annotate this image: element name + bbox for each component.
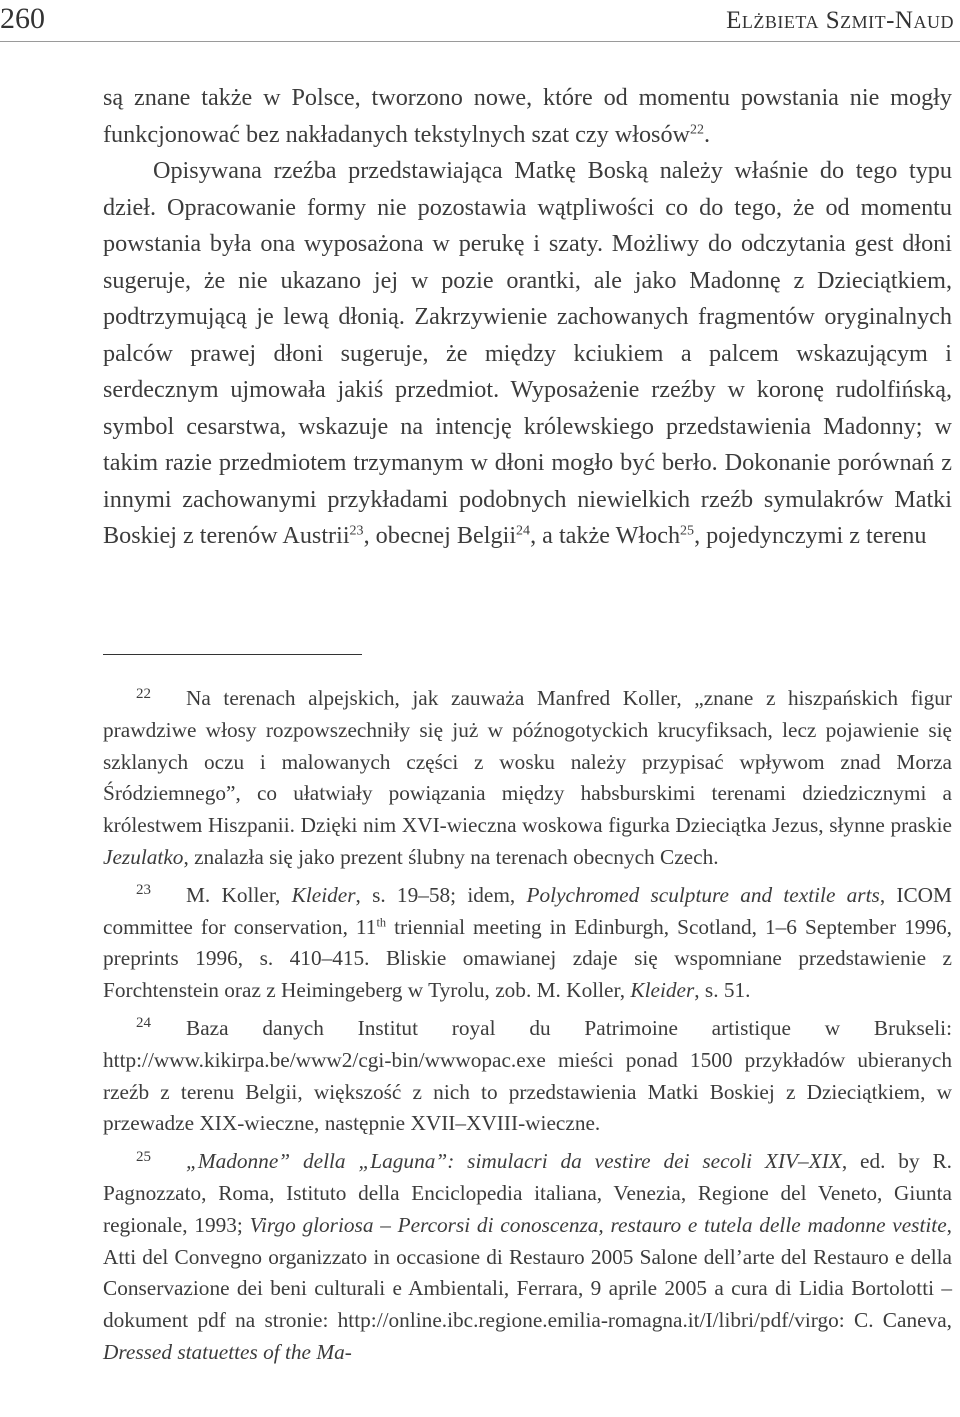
header-rule (0, 41, 960, 42)
text-run: M. Koller, (186, 882, 292, 907)
footnote-text (103, 686, 952, 869)
text-run: , pojedynczymi z terenu (694, 522, 927, 549)
footnotes (103, 683, 952, 1375)
superscript: 22 (690, 120, 705, 137)
page-header (0, 0, 960, 40)
footnote: 22 Na terenach alpejskich, jak zauważa Manfred Koller, „znane z hiszpańskich figur prawdziwe włosy rozpowszechniły się już w późnogotyckich krucyfiksach, lecz pojawienie się szklanych oczu i malowanych części z wosku należy przypisać wpływom znad Morza Śródziemnego”, co ułatwiały powiązania między habsburskimi terenami dziedzicznymi a królestwem Hiszpanii. Dzięki nim XVI-wieczna woskowa figurka Dzieciątka Jezus, słynne praskie Jezulatko, znalazła się jako prezent ślubny na terenach obecnych Czech. (103, 685, 952, 869)
footnote-text (103, 1149, 952, 1364)
text-run: , obecnej Belgii (363, 522, 517, 549)
superscript: th (376, 914, 387, 929)
italic-text: Polychromed sculpture and textile arts (526, 882, 880, 907)
italic-text: Kleider (291, 882, 356, 907)
italic-text: Jezulatko (103, 844, 184, 869)
text-run: Opisywana rzeźba przedstawiająca Matkę Boską należy właśnie do tego typu dzieł. Opracowanie formy nie pozostawia wątpliwości co do tego, że od momentu powstania była ona wyposażona w perukę i szaty. Możliwy do odczytania gest dłoni sugeruje, że nie ukazano jej w pozie orantki, ale jako Madonnę z Dzieciątkiem, podtrzymującą je lewą dłonią. Zakrzywienie zachowanych fragmentów oryginalnych palców prawej dłoni sugeruje, że między kciukiem a palcem wskazującym i serdecznym ujmowała jakiś przedmiot. Wyposażenie rzeźby w koronę rudolfińską, symbol cesarstwa, wskazuje na intencję królewskiego przedstawienia Madonny; w takim razie przedmiotem trzymanym w dłoni mogło być berło. Dokonanie porównań z innymi zachowanymi przykładami podobnych niewielkich rzeźb symulakrów Matki Boskiej z terenów Austrii (103, 157, 952, 549)
text-run: triennial meeting in Edinburgh, Scotland, 1–6 September 1996, preprints 1996, s. 410–415. Bliskie omawianej zdaje się wspomniane przedstawienie z Forchtenstein oraz z Heimingeberg w Tyrolu, zob. M. Koller, (103, 914, 952, 1003)
text-run: , znalazła się jako prezent ślubny na terenach obecnych Czech. (183, 844, 719, 869)
text-run: , a także Włoch (530, 522, 681, 549)
text-run: są znane także w Polsce, tworzono nowe, które od momentu powstania nie mogły funkcjonować bez nakładanych tekstylnych szat czy włosów (103, 84, 952, 148)
footnote-text (103, 883, 952, 1002)
paragraph (103, 80, 952, 153)
footnote-text (103, 1016, 952, 1135)
main-text (103, 80, 952, 555)
italic-text: „Madonne” della „Laguna”: simulacri da vestire dei secoli XIV–XIX (186, 1149, 842, 1174)
text-run: , s. 51. (694, 978, 751, 1003)
footnote: 24 Baza danych Institut royal du Patrimoine artistique w Brukseli: http://www.kikirpa.be/www2/cgi-bin/wwwopac.exe mieści ponad 1500 przykładów ubieranych rzeźb z terenu Belgii, większość z nich to przedstawienia Matki Boskiej z Dzieciątkiem, w przewadze XIX-wieczne, następnie XVII–XVIII-wieczne. (103, 1015, 952, 1136)
superscript: 23 (349, 522, 364, 539)
text-run: , ed. by R. Pagnozzato, Roma, Istituto della Enciclopedia italiana, Venezia, Regione del Veneto, Giunta regionale, 1993; (103, 1149, 952, 1237)
superscript: 25 (680, 522, 695, 539)
text-run: , Atti del Convegno organizzato in occasione di Restauro 2005 Salone dell’arte del Restauro e della Conservazione dei beni culturali e Ambientali, Ferrara, 9 aprile 2005 a cura di Lidia Bortolotti – dokument pdf na stronie: http://online.ibc.regione.emilia-romagna.it/I/libri/pdf/virgo: C. Caneva, (103, 1212, 952, 1333)
footnote: 23 M. Koller, Kleider, s. 19–58; idem, Polychromed sculpture and textile arts, ICOM committee for conservation, 11th triennial meeting in Edinburgh, Scotland, 1–6 September 1996, preprints 1996, s. 410–415. Bliskie omawianej zdaje się wspomniane przedstawienie z Forchtenstein oraz z Heimingeberg w Tyrolu, zob. M. Koller, Kleider, s. 51. (103, 882, 952, 1003)
paragraph (103, 153, 952, 555)
text-run: Na terenach alpejskich, jak zauważa Manfred Koller, „znane z hiszpańskich figur prawdziwe włosy rozpowszechniły się już w późnogotyckich krucyfiksach, lecz pojawienie się szklanych oczu i malowanych części z wosku należy przypisać wpływom znad Morza Śródziemnego”, co ułatwiały powiązania między habsburskimi terenami dziedzicznymi a królestwem Hiszpanii. Dzięki nim XVI-wieczna woskowa figurka Dzieciątka Jezus, słynne praskie (103, 686, 952, 838)
page-number: 260 (0, 2, 45, 35)
text-run: . (704, 120, 711, 148)
text-run: , s. 19–58; idem, (355, 882, 527, 907)
footnote-separator (103, 654, 362, 655)
footnote: 25 „Madonne” della „Laguna”: simulacri da vestire dei secoli XIV–XIX, ed. by R. Pagnozzato, Roma, Istituto della Enciclopedia italiana, Venezia, Regione del Veneto, Giunta regionale, 1993; Virgo gloriosa – Percorsi di conoscenza, restauro e tutela delle madonne vestite, Atti del Convegno organizzato in occasione di Restauro 2005 Salone dell’arte del Restauro e della Conservazione dei beni culturali e Ambientali, Ferrara, 9 aprile 2005 a cura di Lidia Bortolotti – dokument pdf na stronie: http://online.ibc.regione.emilia-romagna.it/I/libri/pdf/virgo: C. Caneva, Dressed statuettes of the Ma- (103, 1148, 952, 1364)
italic-text: Kleider (630, 978, 695, 1003)
superscript: 24 (516, 522, 531, 539)
text-run: Baza danych Institut royal du Patrimoine artistique w Brukseli: http://www.kikirpa.be/www2/cgi-bin/wwwopac.exe mieści ponad 1500 przykładów ubieranych rzeźb z terenu Belgii, większość z nich to przedstawienia Matki Boskiej z Dzieciątkiem, w przewadze XIX-wieczne, następnie XVII–XVIII-wieczne. (103, 1015, 952, 1136)
running-head: Elżbieta Szmit-Naud (726, 7, 954, 34)
italic-text: Dressed statuettes of the Ma- (103, 1339, 352, 1364)
italic-text: Virgo gloriosa – Percorsi di conoscenza, restauro e tutela delle madonne vestite (249, 1212, 947, 1237)
text-run: , ICOM committee for conservation, 11 (103, 882, 952, 939)
